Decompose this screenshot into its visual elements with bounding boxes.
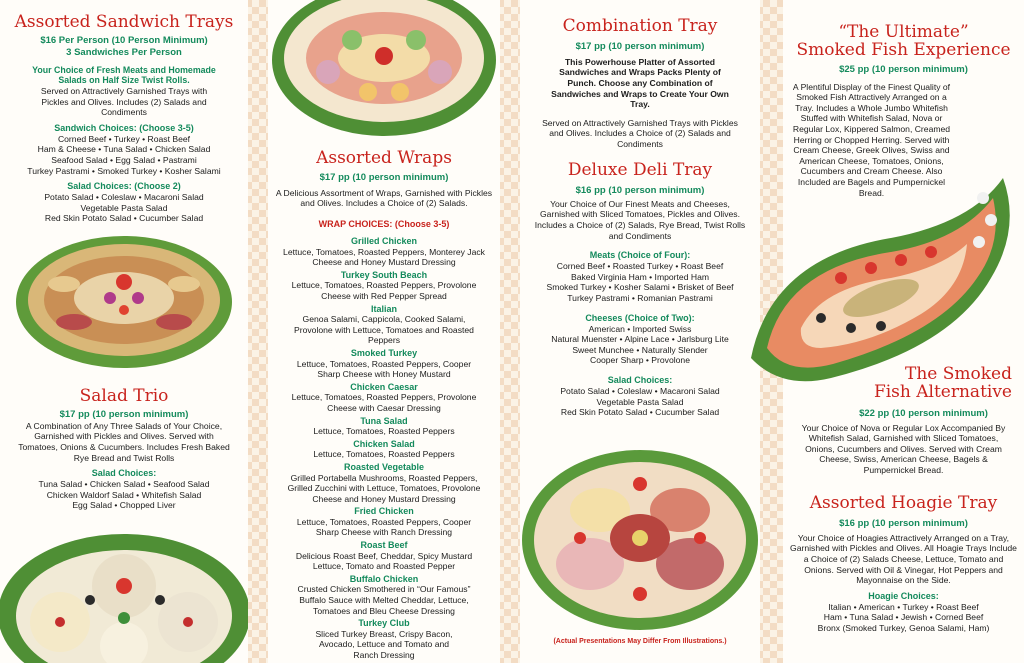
sandwich-choice-2: Ham & Cheese • Tuna Salad • Chicken Salad	[37, 144, 211, 155]
sandwich-salad-title: Salad Choices: (Choose 2)	[67, 181, 181, 192]
wrap-item-desc: Grilled Portabella Mushrooms, Roasted Peppers, Grilled Zucchini with Lettuce, Tomatoes, Provolone Cheese and Honey Mustard Dressing	[287, 472, 481, 504]
hoagie-choice-3: Bronx (Smoked Turkey, Genoa Salami, Ham)	[817, 623, 990, 633]
salad-trio-choice-3: Egg Salad • Chopped Liver	[72, 500, 176, 511]
sandwich-salad-2: Vegetable Pasta Salad	[80, 202, 168, 213]
panel-fish-hoagie	[783, 0, 1024, 663]
sandwich-choices-title: Sandwich Choices: (Choose 3-5)	[54, 122, 194, 133]
deli-cheese-4: Cooper Sharp • Provolone	[590, 355, 690, 366]
wrap-item-desc: Crusted Chicken Smothered in “Our Famous” Buffalo Sauce with Melted Cheddar, Lettuce, Tomatoes and Bleu Cheese Dressing	[297, 584, 471, 616]
sandwich-choice-1: Corned Beef • Turkey • Roast Beef	[57, 133, 191, 144]
wrap-item-desc: Sliced Turkey Breast, Crispy Bacon, Avocado, Lettuce and Tomato and Ranch Dressing	[315, 628, 453, 660]
deli-meat-1: Corned Beef • Roasted Turkey • Roast Beef	[556, 261, 724, 272]
sandwich-intro-bold: Your Choice of Fresh Meats and Homemade Salads on Half Size Twist Rolls.	[32, 64, 216, 86]
salad-trio-title: Salad Trio	[79, 386, 169, 406]
wrap-item-desc: Lettuce, Tomatoes, Roasted Peppers	[313, 426, 455, 437]
deli-salad-3: Red Skin Potato Salad • Cucumber Salad	[560, 407, 720, 418]
sandwich-price-note: 3 Sandwiches Per Person	[66, 46, 182, 58]
combination-desc: Served on Attractively Garnished Trays with Pickles and Olives. Includes a Choice of (2) Salads and Condiments	[542, 117, 738, 149]
deli-salad-1: Potato Salad • Coleslaw • Macaroni Salad	[560, 385, 720, 396]
wrap-item-name: Turkey Club	[358, 618, 410, 629]
panel-wraps	[268, 0, 500, 663]
salad-trio-choice-1: Tuna Salad • Chicken Salad • Seafood Salad	[38, 479, 210, 490]
wrap-item-name: Grilled Chicken	[350, 236, 418, 247]
wraps-section	[268, 150, 500, 661]
ultimate-title-line1: “The Ultimate”	[838, 22, 969, 42]
ultimate-price: $25 pp (10 person minimum)	[839, 63, 968, 75]
deli-cheese-1: American • Imported Swiss	[588, 323, 692, 334]
presentation-note: (Actual Presentations May Differ From Illustrations.)	[553, 638, 727, 645]
wraps-desc: A Delicious Assortment of Wraps, Garnished with Pickles and Olives. Includes a Choice of (2) Salads.	[275, 187, 493, 209]
combination-section	[520, 18, 760, 150]
wrap-item-name: Roasted Vegetable	[343, 461, 425, 472]
wrap-item-name: Buffalo Chicken	[349, 573, 419, 584]
hoagie-choice-1: Italian • American • Turkey • Roast Beef	[828, 601, 979, 612]
wrap-item-name: Smoked Turkey	[350, 347, 418, 358]
wrap-item-name: Italian	[370, 303, 397, 314]
sandwich-title: Assorted Sandwich Trays	[14, 12, 234, 32]
wrap-item-desc: Lettuce, Tomatoes, Roasted Peppers, Cooper Sharp Cheese with Honey Mustard	[296, 358, 472, 380]
salad-trio-price: $17 pp (10 person minimum)	[59, 408, 189, 420]
wrap-item-desc: Genoa Salami, Cappicola, Cooked Salami, Provolone with Lettuce, Tomatoes and Roasted Peppers	[294, 314, 474, 346]
wraps-title: Assorted Wraps	[316, 148, 452, 168]
deli-desc: Your Choice of Our Finest Meats and Cheeses, Garnished with Sliced Tomatoes, Pickles and Olives. Includes a Choice of (2) Salads, Rye Bread, Twist Rolls and Condiments	[534, 198, 746, 241]
sandwich-tray-photo	[14, 232, 234, 372]
wrap-item-desc: Delicious Roast Beef, Cheddar, Spicy Mustard Lettuce, Tomato and Roasted Pepper	[295, 550, 473, 572]
deli-tray-photo	[520, 444, 760, 636]
salad-trio-desc: A Combination of Any Three Salads of Your Choice, Garnished with Pickles and Olives. Served with Tomatoes, Onions & Cucumbers. Includes Fresh Baked Rye Bread and Twist Rolls	[18, 420, 230, 463]
deli-meats-title: Meats (Choice of Four):	[589, 250, 691, 261]
wraps-choices-title: WRAP CHOICES: (Choose 3-5)	[318, 219, 450, 230]
panel-combination-deli	[520, 0, 760, 663]
deli-salads-title: Salad Choices:	[607, 374, 673, 385]
alternative-title-line2: Fish Alternative	[873, 381, 1012, 402]
sandwich-intro: Served on Attractively Garnished Trays with Pickles and Olives. Includes (2) Salads and Condiments	[40, 86, 208, 118]
wrap-item-desc: Lettuce, Tomatoes, Roasted Peppers	[313, 449, 455, 460]
hoagie-title: Assorted Hoagie Tray	[809, 493, 998, 513]
combination-title: Combination Tray	[562, 16, 718, 36]
deli-salad-2: Vegetable Pasta Salad	[596, 396, 684, 407]
salad-trio-photo	[0, 522, 248, 663]
sandwich-choice-4: Turkey Pastrami • Smoked Turkey • Kosher Salami	[27, 165, 221, 176]
wrap-item-name: Turkey South Beach	[340, 269, 428, 280]
alternative-desc: Your Choice of Nova or Regular Lox Accompanied By Whitefish Salad, Garnished with Sliced Tomatoes, Onions, Cucumbers and Olives. Served with Cream Cheese, Swiss, American Cheese, Bagels & Pumpernickel Bread.	[801, 422, 1006, 476]
hoagie-price: $16 pp (10 person minimum)	[839, 517, 968, 529]
hoagie-desc: Your Choice of Hoagies Attractively Arranged on a Tray, Garnished with Pickles and Olives. All Hoagie Trays Include a Choice of (2) Salads Cheese, Lettuce, Tomato and Onions. Served with Oil & Vinegar, Hot Peppers and Mayonnaise on the Side.	[790, 532, 1017, 586]
deli-cheese-2: Natural Muenster • Alpine Lace • Jarlsburg Lite	[551, 334, 729, 345]
combination-desc-bold: This Powerhouse Platter of Assorted Sandwiches and Wraps Packs Plenty of Punch. Choose any Combination of Sandwiches and Wraps to Create Your Own Tray.	[551, 56, 729, 110]
deli-section	[520, 162, 760, 418]
sandwich-salad-3: Red Skin Potato Salad • Cucumber Salad	[44, 213, 204, 224]
wrap-item-name: Fried Chicken	[354, 506, 414, 517]
alternative-price: $22 pp (10 person minimum)	[859, 407, 988, 419]
alternative-title-line1: The Smoked	[905, 364, 1012, 384]
wrap-item-name: Chicken Caesar	[350, 381, 418, 392]
sandwich-section	[0, 14, 248, 224]
deli-cheese-3: Sweet Munchee • Naturally Slender	[572, 344, 708, 355]
wrap-item-desc: Lettuce, Tomatoes, Roasted Peppers, Provolone Cheese with Red Pepper Spread	[291, 280, 477, 301]
ultimate-desc: A Plentiful Display of the Finest Quality of Smoked Fish Attractively Arranged on a Tray. Includes a Whole Jumbo Whitefish Stuffed with Whitefish Salad, Nova or Regular Lox, Kippered Salmon, Creamed Herring or Chopped Herring. Served with Cream Cheese, Greek Olives, Swiss and American Cheese, Tomatoes, Onions, Cucumbers and Cream Cheese. Also Included are Bagels and Pumpernickel Bread.	[792, 81, 951, 198]
deli-meat-2: Baked Virginia Ham • Imported Ham	[570, 271, 710, 282]
salad-trio-section	[0, 388, 248, 511]
hoagie-choice-2: Ham • Tuna Salad • Jewish • Corned Beef	[823, 612, 984, 623]
combination-price: $17 pp (10 person minimum)	[575, 40, 705, 52]
deli-meat-4: Turkey Pastrami • Romanian Pastrami	[567, 293, 713, 303]
salad-trio-choices-title: Salad Choices:	[91, 468, 157, 479]
deli-title: Deluxe Deli Tray	[567, 160, 713, 180]
alternative-section	[783, 366, 1024, 476]
wrap-item-name: Tuna Salad	[360, 415, 408, 426]
panel-sandwich	[0, 0, 248, 663]
sandwich-choice-3: Seafood Salad • Egg Salad • Pastrami	[51, 155, 197, 165]
deli-cheeses-title: Cheeses (Choice of Two):	[585, 312, 695, 323]
ultimate-title-line2: Smoked Fish Experience	[796, 39, 1011, 60]
wrap-item-desc: Lettuce, Tomatoes, Roasted Peppers, Provolone Cheese with Caesar Dressing	[291, 392, 477, 413]
sandwich-salad-1: Potato Salad • Coleslaw • Macaroni Salad	[44, 192, 204, 203]
wraps-price: $17 pp (10 person minimum)	[319, 171, 449, 183]
salad-trio-choice-2: Chicken Waldorf Salad • Whitefish Salad	[46, 489, 202, 500]
deli-price: $16 pp (10 person minimum)	[575, 184, 705, 196]
wrap-item-desc: Lettuce, Tomatoes, Roasted Peppers, Monterey Jack Cheese and Honey Mustard Dressing	[283, 246, 485, 268]
wrap-item-name: Chicken Salad	[353, 438, 415, 449]
hoagie-choices-title: Hoagie Choices:	[868, 590, 939, 601]
deli-meat-3: Smoked Turkey • Kosher Salami • Brisket of Beef	[546, 282, 734, 293]
wraps-tray-photo	[268, 0, 500, 140]
wrap-item-desc: Lettuce, Tomatoes, Roasted Peppers, Cooper Sharp Cheese with Ranch Dressing	[296, 516, 472, 538]
wrap-item-name: Roast Beef	[360, 540, 408, 551]
sandwich-price: $16 Per Person (10 Person Minimum)	[40, 34, 208, 46]
hoagie-section	[783, 495, 1024, 634]
